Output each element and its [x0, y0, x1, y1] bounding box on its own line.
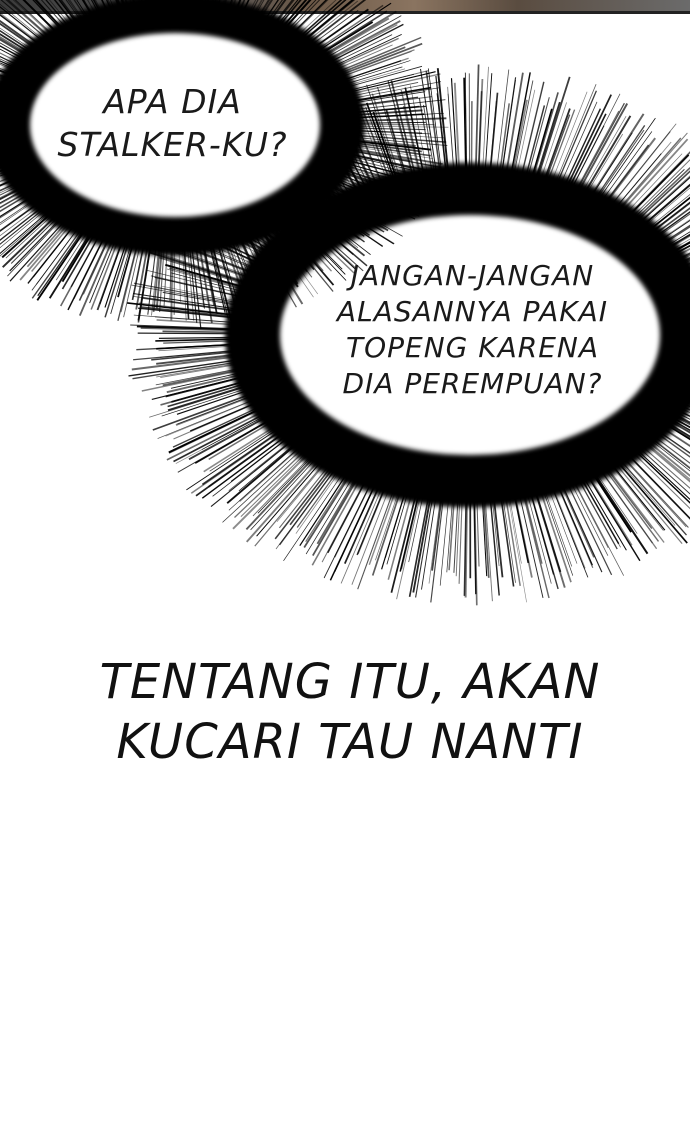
narration-caption: TENTANG ITU, AKAN KUCARI TAU NANTI — [99, 654, 601, 770]
thought-bubble-2-text: JANGAN-JANGAN ALASANNYA PAKAI TOPENG KARENA DIA PEREMPUAN? — [336, 259, 609, 400]
thought-bubble-1-text: APA DIA STALKER-KU? — [57, 82, 288, 164]
